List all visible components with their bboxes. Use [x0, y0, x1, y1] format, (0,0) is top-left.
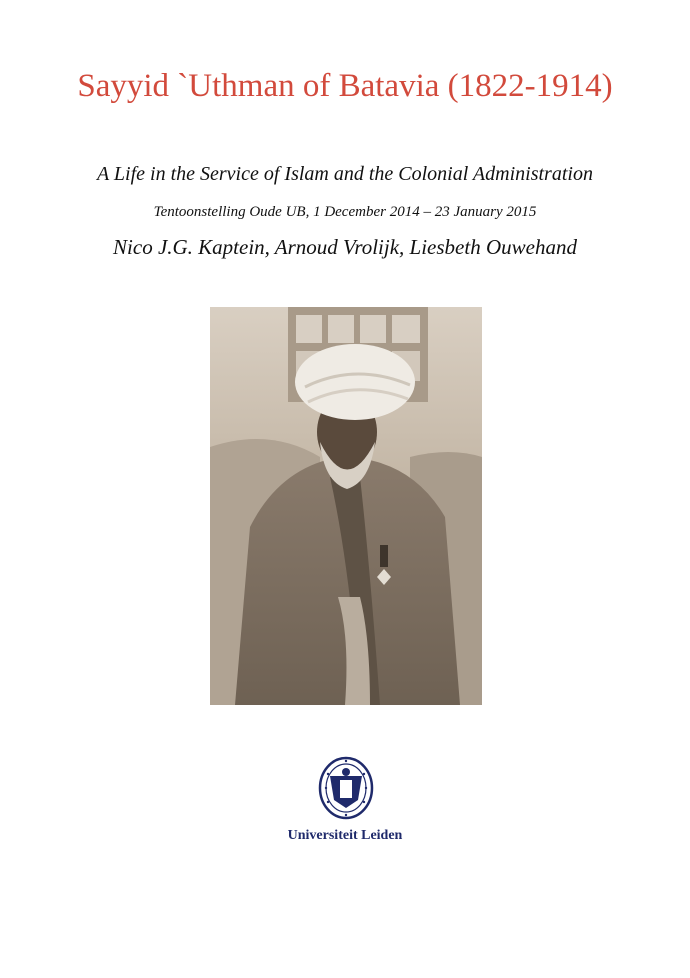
document-subtitle: A Life in the Service of Islam and the Colonial Administration	[97, 163, 593, 185]
exhibition-info: Tentoonstelling Oude UB, 1 December 2014 – 23 January 2015	[153, 204, 537, 220]
document-title: Sayyid `Uthman of Batavia (1822-1914)	[77, 68, 613, 104]
authors: Nico J.G. Kaptein, Arnoud Vrolijk, Liesbeth Ouwehand	[113, 235, 577, 259]
portrait-photo	[210, 307, 482, 705]
leiden-university-seal-icon	[318, 756, 374, 820]
institution-name: Universiteit Leiden	[287, 828, 403, 843]
